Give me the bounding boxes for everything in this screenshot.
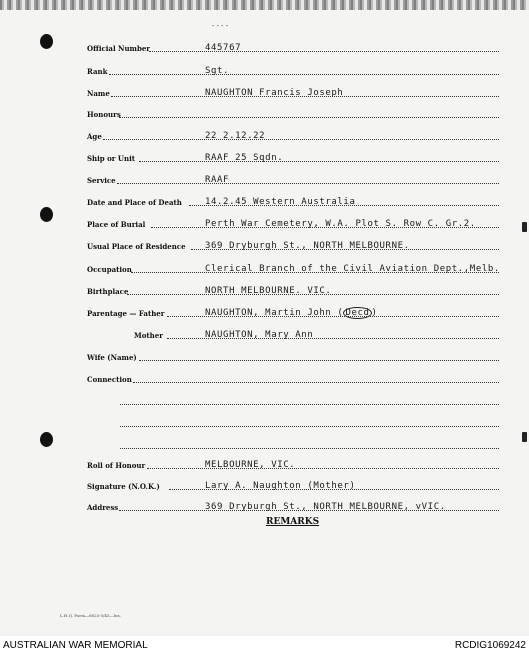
field-label: Signature (N.O.K.) <box>87 482 160 491</box>
dotted-line <box>139 160 499 162</box>
field-label: Roll of Honour <box>87 461 146 470</box>
printer-note: L.H.Q. Form—6825-5/45—Ins. <box>60 613 121 618</box>
field-value: NAUGHTON Francis Joseph <box>205 88 344 98</box>
field-label: Occupation <box>87 265 132 274</box>
dotted-line <box>139 359 499 361</box>
blank-line <box>87 390 499 408</box>
field-signature <box>87 475 499 493</box>
field-value: RAAF <box>205 175 230 185</box>
field-value: Sgt. <box>205 66 230 76</box>
field-label: Birthplace <box>87 287 129 296</box>
remarks-heading: REMARKS <box>266 517 320 527</box>
field-label: Parentage — Father <box>87 309 165 318</box>
edge-mark <box>522 432 527 442</box>
field-rank <box>87 60 499 78</box>
field-roll-of-honour <box>87 454 499 472</box>
field-label: Official Number <box>87 44 150 53</box>
field-mother <box>87 324 499 342</box>
field-official-number <box>87 37 499 55</box>
dotted-line <box>120 425 499 427</box>
field-label: Date and Place of Death <box>87 198 182 207</box>
field-value: Perth War Cemetery, W.A. Plot S. Row C. Gr.2. <box>205 219 476 229</box>
field-value: Clerical Branch of the Civil Aviation Dept.,Melb. <box>205 264 500 274</box>
field-label: Mother <box>134 331 163 340</box>
field-service <box>87 169 499 187</box>
field-usual-residence <box>87 235 499 253</box>
field-label: Name <box>87 89 110 98</box>
field-label: Rank <box>87 67 108 76</box>
field-address <box>87 496 499 514</box>
card-top-edge <box>0 0 529 10</box>
blank-line <box>87 412 499 430</box>
field-father <box>87 302 499 320</box>
field-label: Address <box>87 503 119 512</box>
dotted-line <box>103 138 499 140</box>
field-birthplace <box>87 280 499 298</box>
punch-hole <box>40 34 53 49</box>
field-value: RAAF 25 Sqdn. <box>205 153 284 163</box>
dotted-line <box>133 381 499 383</box>
edge-mark <box>522 222 527 232</box>
field-label: Wife (Name) <box>87 353 137 362</box>
field-wife <box>87 346 499 364</box>
field-value: NORTH MELBOURNE. VIC. <box>205 286 332 296</box>
field-value: 445767 <box>205 43 242 53</box>
footer-source: AUSTRALIAN WAR MEMORIAL <box>3 640 148 651</box>
field-value: NAUGHTON, Mary Ann <box>205 330 314 340</box>
field-occupation <box>87 258 499 276</box>
field-ship-or-unit <box>87 147 499 165</box>
dotted-line <box>117 182 499 184</box>
field-label: Place of Burial <box>87 220 146 229</box>
top-mark: - - - - <box>212 22 229 30</box>
field-label: Usual Place of Residence <box>87 242 186 251</box>
dotted-line <box>109 73 499 75</box>
field-label: Honours <box>87 110 121 119</box>
field-value: 14.2.45 Western Australia <box>205 197 356 207</box>
field-place-of-burial <box>87 213 499 231</box>
deceased-note: Decd <box>345 308 370 318</box>
dotted-line <box>147 467 499 469</box>
field-value: Lary A. Naughton (Mother) <box>205 481 356 491</box>
field-age <box>87 125 499 143</box>
field-value: 369 Dryburgh St., NORTH MELBOURNE, vVIC. <box>205 502 446 512</box>
footer-id: RCDIG1069242 <box>454 640 526 651</box>
field-name <box>87 82 499 100</box>
field-connection <box>87 368 499 386</box>
field-label: Service <box>87 176 116 185</box>
dotted-line <box>119 116 499 118</box>
footer-bar <box>0 636 529 654</box>
field-label: Ship or Unit <box>87 154 136 163</box>
field-label: Connection <box>87 375 132 384</box>
field-value: MELBOURNE, VIC. <box>205 460 296 470</box>
field-value: 22 2.12.22 <box>205 131 266 141</box>
field-date-place-death <box>87 191 499 209</box>
blank-line <box>87 434 499 452</box>
field-value: 369 Dryburgh St., NORTH MELBOURNE. <box>205 241 410 251</box>
punch-hole <box>40 432 53 447</box>
father-name: NAUGHTON, Martin John <box>205 308 338 318</box>
dotted-line <box>149 50 499 52</box>
punch-hole <box>40 207 53 222</box>
dotted-line <box>120 447 499 449</box>
field-honours <box>87 103 499 121</box>
dotted-line <box>120 403 499 405</box>
field-label: Age <box>87 132 102 141</box>
field-value: NAUGHTON, Martin John ( Decd ) <box>205 308 378 318</box>
